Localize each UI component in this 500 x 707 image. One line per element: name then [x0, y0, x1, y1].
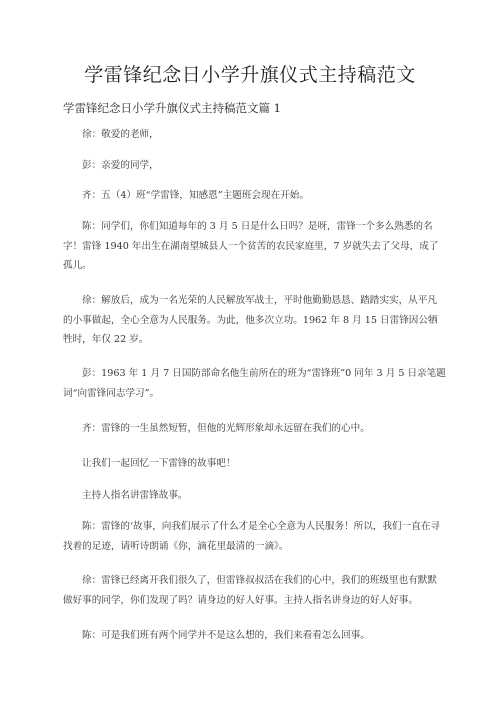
section-heading: 学雷锋纪念日小学升旗仪式主持稿范文篇 1 [63, 101, 281, 115]
paragraph: 让我们一起回忆一下雷锋的故事吧！ [82, 458, 236, 469]
paragraph: 陈：同学们，你们知道每年的 3 月 5 日是什么日吗？是呀，雷锋一个多么熟悉的名字！雷锋 1940 年出生在湖南望城县人一个贫苦的农民家庭里，7 岁就失去了父母，成了孤儿。 [63, 221, 439, 271]
paragraph: 彭：1963 年 1 月 7 日国防部命名他生前所在的班为“雷锋班”0 同年 3 月 5 日亲笔题词“向雷锋同志学习”。 [63, 368, 446, 399]
paragraph: 徐：敬爱的老师， [82, 129, 159, 140]
paragraph: 彭：亲爱的同学， [82, 160, 159, 171]
paragraph: 徐：解放后，成为一名光荣的人民解放军战士，平时他勤勤恳恳、踏踏实实，从平凡的小事做起，全心全意为人民服务。为此，他多次立功。1962 年 8 月 15 日雷锋因公牺牲时，年仅 22 岁。 [63, 295, 438, 345]
paragraph: 徐：雷锋已经离开我们很久了，但雷锋叔叔活在我们的心中，我们的班级里也有默默做好事的同学，你们发现了吗？请身边的好人好事。主持人指名讲身边的好人好事。 [63, 575, 437, 606]
paragraph: 主持人指名讲雷锋故事。 [82, 490, 188, 501]
paragraph: 齐：雷锋的一生虽然短暂，但他的光辉形象却永远留在我们的心中。 [82, 423, 370, 434]
paragraph: 陈：雷锋的‘故事，向我们展示了什么才是全心全意为人民服务！所以，我们一直在寻找着的足迹，请听诗朗诵《你，滴花里最清的一滴》。 [63, 521, 441, 552]
document-title: 学雷锋纪念日小学升旗仪式主持稿范文 [84, 64, 416, 86]
paragraph: 陈：可是我们班有两个同学并不是这么想的，我们来看看怎么回事。 [82, 630, 370, 641]
paragraph: 齐：五（4）班“学雷锋，知感恩”主题班会现在开始。 [82, 190, 309, 201]
